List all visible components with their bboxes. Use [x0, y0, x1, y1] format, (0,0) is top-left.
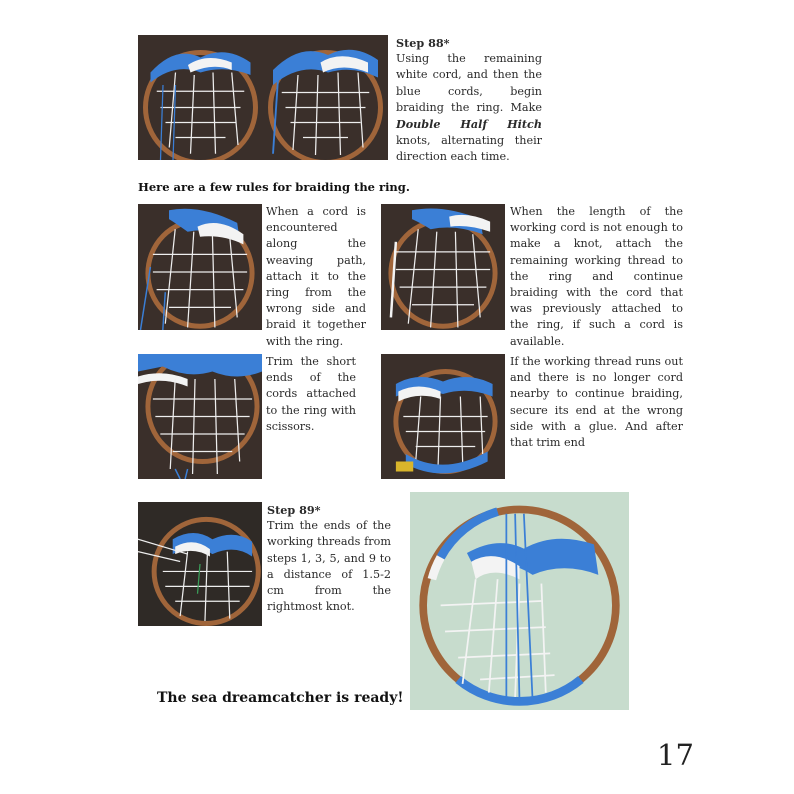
- rule2-photo: [381, 204, 505, 330]
- rule4-photo: [381, 354, 505, 479]
- step89-text: [267, 502, 391, 615]
- rules-heading: Here are a few rules for braiding the ring.: [138, 180, 410, 194]
- step88-body-1: Using the remaining white cord, and then the blue cords, begin braiding the ring. Make: [396, 52, 542, 114]
- page-number: 17: [657, 738, 694, 772]
- step88-photo-2: [263, 35, 388, 160]
- rule1-text: When a cord is encountered along the weaving path, attach it to the ring from the wrong side and braid it together with the ring.: [266, 205, 366, 348]
- rule4-text: If the working thread runs out and there is no longer cord nearby to continue braiding, secure its end at the wrong side with a glue. And after that trim end: [510, 355, 683, 450]
- step88-photo-1: [138, 35, 263, 160]
- double-half-hitch-emphasis: Double Half Hitch: [396, 117, 542, 132]
- step89-photo: [138, 502, 262, 626]
- step88-text: [396, 35, 542, 166]
- rule2-text: When the length of the working cord is not enough to make a knot, attach the remaining working thread to the ring and continue braiding with the cord that was previously attached to the ring, if such a cord is available.: [510, 205, 683, 348]
- step89-body: Trim the ends of the working threads from steps 1, 3, 5, and 9 to a distance of 1.5-2 cm from the rightmost knot.: [267, 519, 391, 614]
- rule3-photo: [138, 354, 262, 479]
- rule1-photo: [138, 204, 262, 330]
- step89-title: Step 89*: [267, 503, 321, 517]
- finished-dreamcatcher-photo: [410, 492, 629, 710]
- step88-title: Step 88*: [396, 36, 450, 50]
- step88-body-2: knots, alternating their direction each time.: [396, 134, 542, 164]
- rule3-text: Trim the short ends of the cords attached to the ring with scissors.: [266, 355, 356, 433]
- closing-text: The sea dreamcatcher is ready!: [157, 690, 404, 706]
